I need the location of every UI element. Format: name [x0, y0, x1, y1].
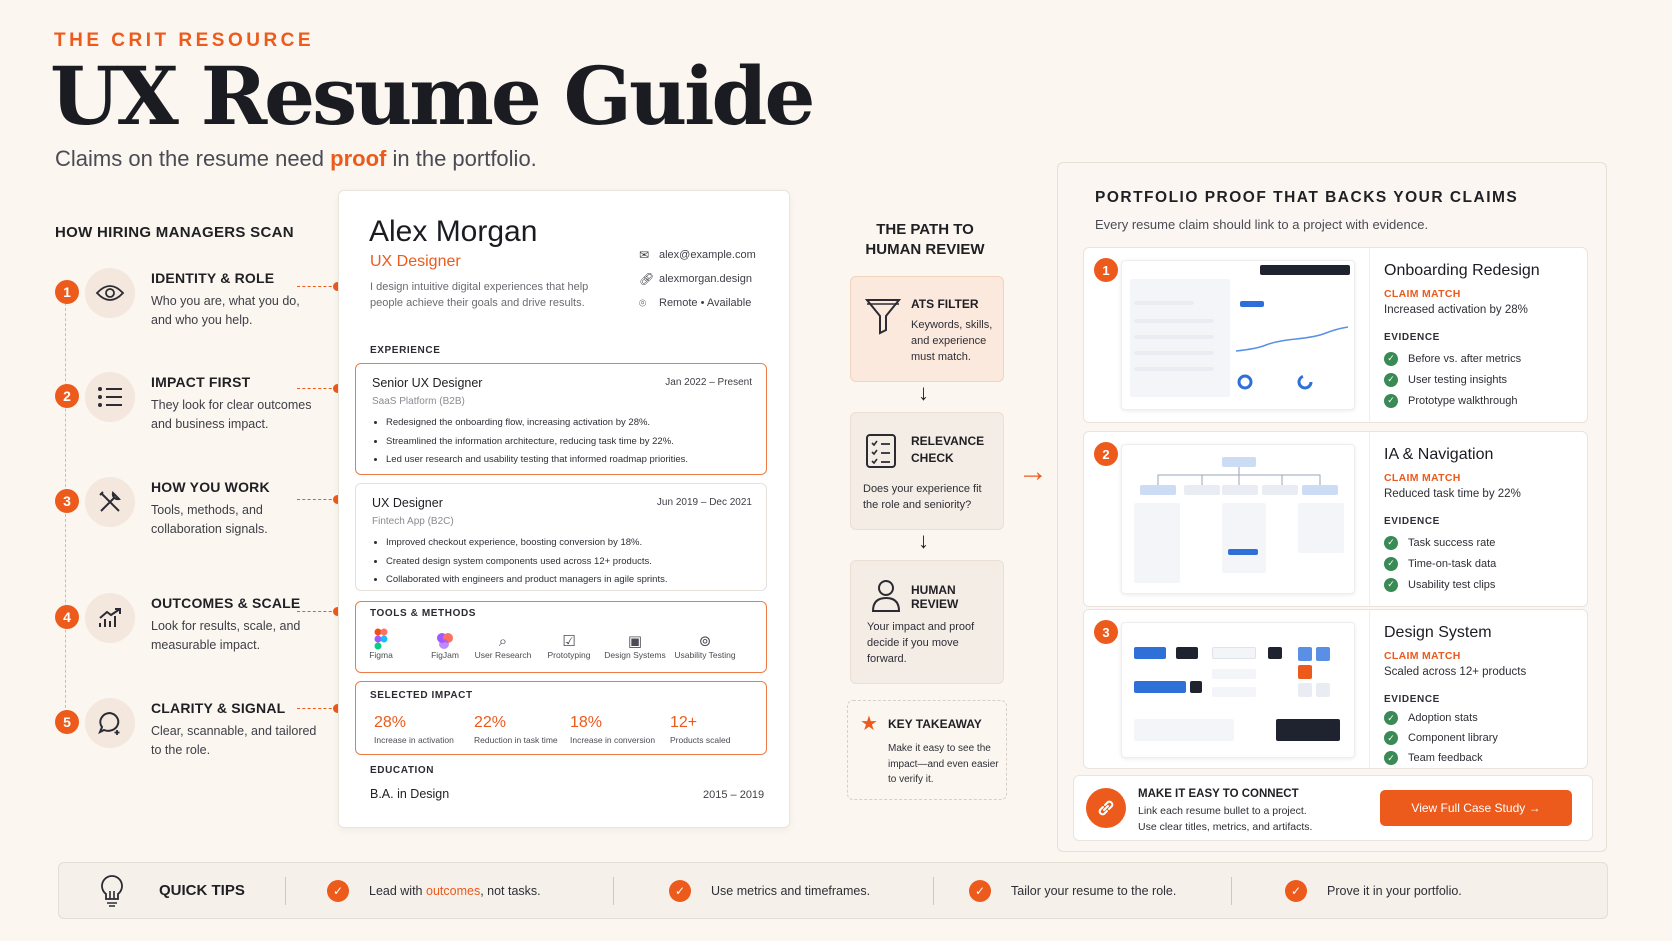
education-degree: B.A. in Design	[370, 787, 450, 801]
resume-role: UX Designer	[370, 253, 461, 270]
job-title: Senior UX Designer	[372, 376, 483, 390]
resume-name: Alex Morgan	[369, 215, 538, 248]
sitemap-thumbnail	[1121, 444, 1355, 594]
check-icon: ✓	[1384, 536, 1398, 550]
project-card-ia-navigation[interactable]	[1083, 431, 1588, 607]
dashed-connector	[297, 708, 337, 709]
impact-section	[355, 681, 767, 755]
checklist-icon	[865, 433, 897, 474]
claim-value: Increased activation by 28%	[1384, 304, 1528, 316]
evidence-label: EVIDENCE	[1384, 694, 1440, 705]
job-date: Jun 2019 – Dec 2021	[656, 497, 752, 508]
impact-stat: 18% Increase in conversion	[570, 714, 656, 745]
impact-stat: 12+ Products scaled	[670, 714, 731, 745]
donut-chart-icon	[1296, 373, 1314, 391]
arrow-right-icon: →	[1018, 455, 1048, 488]
tool-figma: Figma	[346, 626, 416, 660]
person-icon	[871, 579, 901, 618]
link-icon	[1086, 788, 1126, 828]
claim-value: Scaled across 12+ products	[1384, 666, 1527, 678]
check-icon: ✓	[1384, 394, 1398, 408]
project-card-design-system[interactable]	[1083, 609, 1588, 769]
tools-label: TOOLS & METHODS	[370, 608, 477, 619]
layout-icon: ▣	[627, 633, 643, 650]
impact-stat: 22% Reduction in task time	[474, 714, 558, 745]
tool-design-systems: ▣ Design Systems	[600, 626, 670, 660]
quick-tips-bar	[58, 862, 1608, 919]
claim-match-label: CLAIM MATCH	[1384, 288, 1461, 300]
star-icon: ★	[860, 713, 878, 735]
tool-usability-testing: ⊚ Usability Testing	[670, 626, 740, 660]
magnifier-icon: ⌕	[498, 633, 508, 650]
check-icon: ✓	[1384, 578, 1398, 592]
resume-contact	[639, 243, 756, 315]
evidence-list: ✓ Before vs. after metrics ✓ User testing insights ✓ Prototype walkthrough	[1384, 348, 1521, 411]
scan-item-title: CLARITY & SIGNAL	[151, 700, 286, 716]
growth-chart-icon	[85, 593, 135, 643]
education-years: 2015 – 2019	[703, 789, 765, 801]
step-number: 5	[55, 710, 79, 734]
job-bullet: • Created design system components used across 12+ products.	[386, 553, 667, 572]
check-icon: ✓	[669, 880, 691, 902]
project-card-onboarding[interactable]	[1083, 247, 1588, 423]
onboarding-dashboard-thumbnail	[1121, 260, 1355, 410]
scan-item-title: IDENTITY & ROLE	[151, 270, 275, 286]
job-entry	[355, 363, 767, 475]
impact-label: SELECTED IMPACT	[370, 690, 473, 701]
check-icon: ✓	[1384, 731, 1398, 745]
arrow-down-icon: ↓	[918, 528, 929, 553]
connect-line: Use clear titles, metrics, and artifacts.	[1138, 821, 1313, 833]
figma-icon	[346, 626, 416, 650]
checkbox-icon: ☑	[562, 633, 576, 650]
component-library-thumbnail	[1121, 622, 1355, 758]
scan-item-title: IMPACT FIRST	[151, 374, 251, 390]
job-bullet: • Redesigned the onboarding flow, increasing activation by 28%.	[386, 414, 688, 433]
tool-figjam: FigJam	[410, 626, 480, 660]
arrow-down-icon: ↓	[918, 380, 929, 405]
funnel-icon	[865, 297, 901, 340]
ats-filter-card: ATS FILTER Keywords, skills, and experience must match.	[850, 276, 1004, 382]
evidence-label: EVIDENCE	[1384, 332, 1440, 343]
job-date: Jan 2022 – Present	[665, 377, 752, 388]
job-title: UX Designer	[372, 496, 443, 510]
human-review-card: HUMAN REVIEW Your impact and proof decide if you move forward.	[850, 560, 1004, 684]
check-icon: ✓	[1384, 373, 1398, 387]
check-icon: ✓	[1384, 751, 1398, 765]
check-icon: ✓	[1384, 352, 1398, 366]
evidence-list: ✓ Task success rate ✓ Time-on-task data ✓ Usability test clips	[1384, 532, 1496, 595]
connect-title: MAKE IT EASY TO CONNECT	[1138, 788, 1299, 800]
tip-item: ✓ Lead with outcomes, not tasks.	[327, 880, 541, 902]
step-number: 4	[55, 605, 79, 629]
job-bullet: • Streamlined the information architecture, reducing task time by 22%.	[386, 433, 688, 452]
dashed-connector	[297, 611, 337, 612]
resume-bio: I design intuitive digital experiences that help people achieve their goals and drive results.	[370, 281, 589, 309]
project-title: Design System	[1384, 624, 1492, 641]
page-subtitle: Claims on the resume need proof in the portfolio.	[55, 146, 537, 171]
relevance-check-card: RELEVANCE CHECK Does your experience fit the role and seniority?	[850, 412, 1004, 530]
tools-icon	[85, 477, 135, 527]
project-title: IA & Navigation	[1384, 446, 1494, 463]
check-icon: ✓	[1384, 557, 1398, 571]
connect-line: Link each resume bullet to a project.	[1138, 805, 1307, 817]
list-icon	[85, 372, 135, 422]
dashed-connector	[297, 499, 337, 500]
scan-item-impact	[55, 372, 345, 462]
tip-item: ✓ Use metrics and timeframes.	[669, 880, 870, 902]
scan-item-title: HOW YOU WORK	[151, 479, 270, 495]
key-takeaway-card: ★ KEY TAKEAWAY Make it easy to see the impact—and even easier to verify it.	[847, 700, 1007, 800]
claim-match-label: CLAIM MATCH	[1384, 472, 1461, 484]
scan-item-title: OUTCOMES & SCALE	[151, 595, 301, 611]
job-bullet: • Collaborated with engineers and product managers in agile sprints.	[386, 571, 667, 590]
check-icon: ✓	[327, 880, 349, 902]
scan-item-clarity	[55, 698, 345, 788]
resume-card	[338, 190, 790, 828]
tool-user-research: ⌕ User Research	[468, 626, 538, 660]
donut-chart-icon	[1236, 373, 1254, 391]
mail-icon: ✉	[639, 248, 650, 262]
project-number: 2	[1094, 442, 1118, 466]
tip-item: ✓ Tailor your resume to the role.	[969, 880, 1176, 902]
check-icon: ✓	[1285, 880, 1307, 902]
quick-tips-label: QUICK TIPS	[159, 882, 245, 899]
contact-email[interactable]: alex@example.com	[659, 249, 756, 261]
scan-item-desc: Clear, scannable, and tailored to the role.	[151, 724, 317, 757]
claim-value: Reduced task time by 22%	[1384, 488, 1521, 500]
view-case-study-button[interactable]: View Full Case Study →	[1380, 790, 1572, 826]
subtitle-emphasis: proof	[330, 146, 387, 171]
evidence-label: EVIDENCE	[1384, 516, 1440, 527]
project-title: Onboarding Redesign	[1384, 262, 1540, 279]
step-number: 3	[55, 489, 79, 513]
chat-bubble-icon	[85, 698, 135, 748]
evidence-list: ✓ Adoption stats ✓ Component library ✓ Team feedback	[1384, 708, 1498, 768]
job-company: Fintech App (B2C)	[372, 516, 454, 527]
experience-label: EXPERIENCE	[370, 345, 441, 356]
path-title: THE PATH TO HUMAN REVIEW	[865, 221, 985, 258]
scan-item-identity	[55, 268, 345, 358]
location-pin-icon: ⌾	[639, 295, 647, 310]
scan-item-desc: Who you are, what you do, and who you help.	[151, 294, 300, 327]
eye-icon	[85, 268, 135, 318]
job-entry	[355, 483, 767, 591]
link-icon: 🔗︎	[639, 272, 655, 286]
kicker: THE CRIT RESOURCE	[54, 30, 315, 51]
step-number: 2	[55, 384, 79, 408]
scan-item-desc: Tools, methods, and collaboration signals.	[151, 503, 268, 536]
tools-section	[355, 601, 767, 673]
project-number: 1	[1094, 258, 1118, 282]
scan-section-title: HOW HIRING MANAGERS SCAN	[55, 224, 294, 241]
connect-banner	[1073, 775, 1593, 841]
portfolio-subtitle: Every resume claim should link to a project with evidence.	[1095, 217, 1429, 232]
pin-icon: ⊚	[698, 633, 712, 650]
check-icon: ✓	[1384, 711, 1398, 725]
tool-prototyping: ☑ Prototyping	[534, 626, 604, 660]
page-title: UX Resume Guide	[50, 49, 813, 143]
project-number: 3	[1094, 620, 1118, 644]
job-company: SaaS Platform (B2B)	[372, 396, 465, 407]
contact-website[interactable]: alexmorgan.design	[659, 273, 752, 285]
education-label: EDUCATION	[370, 765, 435, 776]
claim-match-label: CLAIM MATCH	[1384, 650, 1461, 662]
impact-stat: 28% Increase in activation	[374, 714, 454, 745]
contact-location: Remote • Available	[659, 297, 752, 309]
lightbulb-icon	[97, 873, 127, 914]
dashed-connector	[297, 286, 337, 287]
scan-item-desc: Look for results, scale, and measurable impact.	[151, 619, 301, 652]
scan-item-desc: They look for clear outcomes and business impact.	[151, 398, 312, 431]
scan-item-outcomes	[55, 593, 345, 683]
tip-item: ✓ Prove it in your portfolio.	[1285, 880, 1462, 902]
portfolio-title: PORTFOLIO PROOF THAT BACKS YOUR CLAIMS	[1095, 189, 1519, 206]
scan-item-how-you-work	[55, 477, 345, 567]
portfolio-panel	[1057, 162, 1607, 852]
check-icon: ✓	[969, 880, 991, 902]
job-bullet: • Improved checkout experience, boosting conversion by 18%.	[386, 534, 667, 553]
dashed-connector	[297, 388, 337, 389]
job-bullet: • Led user research and usability testing that informed roadmap priorities.	[386, 451, 688, 470]
step-number: 1	[55, 280, 79, 304]
